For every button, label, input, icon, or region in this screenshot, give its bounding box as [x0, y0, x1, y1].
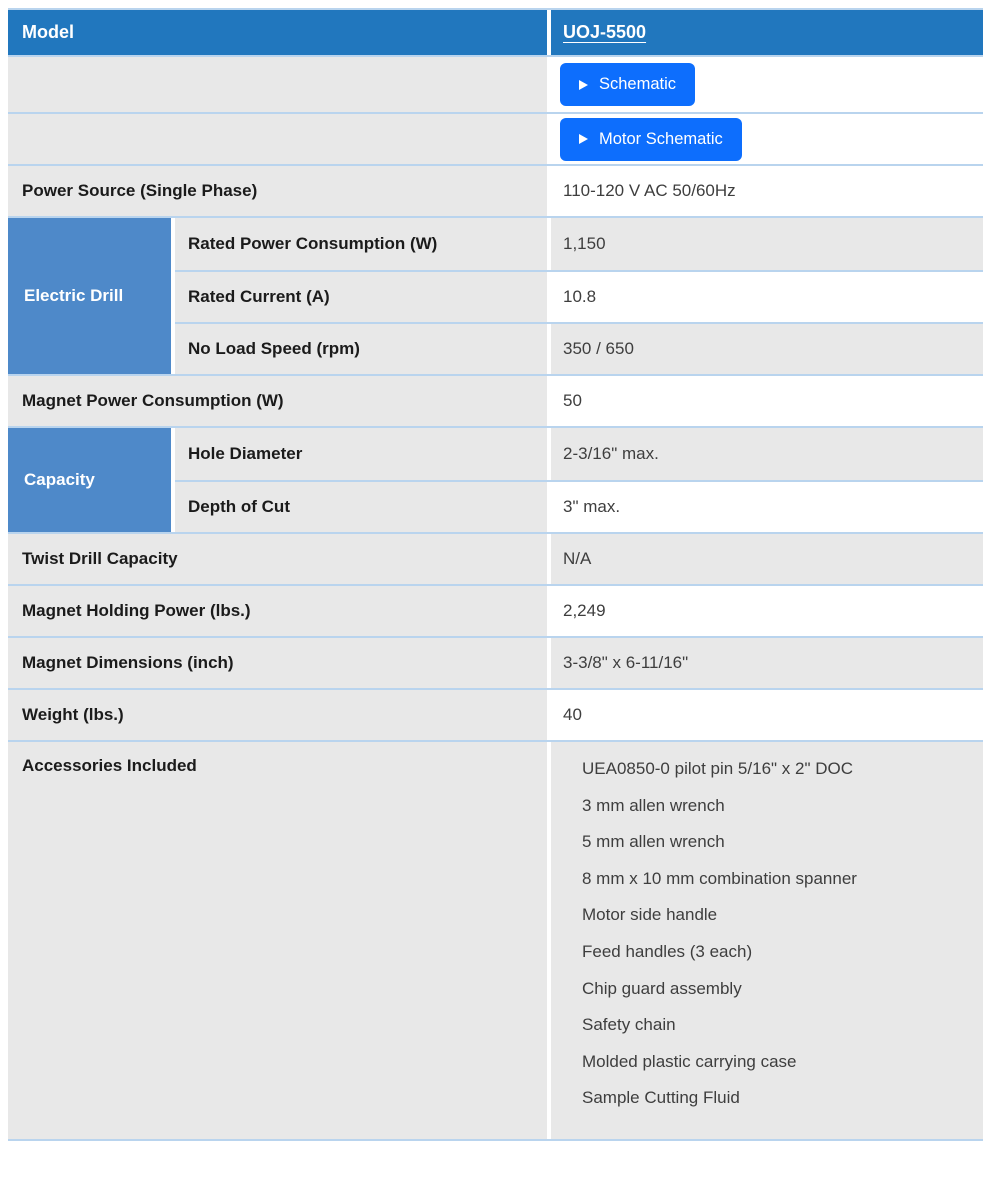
accessory-item: Safety chain: [582, 1015, 676, 1035]
row-label: Depth of Cut: [175, 482, 547, 532]
row-value: 2-3/16" max.: [551, 428, 983, 480]
accessory-item: Sample Cutting Fluid: [582, 1088, 740, 1108]
row-value: 40: [551, 690, 983, 740]
accessories-list: [551, 742, 983, 1139]
empty-label-cell: [8, 57, 547, 112]
row-power-source: [8, 166, 983, 218]
group-capacity-label: Capacity: [8, 428, 171, 532]
row-label: Rated Power Consumption (W): [175, 218, 547, 270]
row-value: 3" max.: [551, 482, 983, 532]
schematic-button-label: Schematic: [599, 75, 677, 93]
row-label: Hole Diameter: [175, 428, 547, 480]
accessory-item: 8 mm x 10 mm combination spanner: [582, 868, 857, 888]
row-label: Rated Current (A): [175, 272, 547, 322]
motor-schematic-cell: [551, 114, 983, 164]
accessory-item: 3 mm allen wrench: [582, 795, 725, 815]
accessories-label: Accessories Included: [8, 742, 547, 1139]
row-label: Power Source (Single Phase): [8, 166, 547, 216]
schematic-cell: [551, 57, 983, 112]
row-value: 110-120 V AC 50/60Hz: [551, 166, 983, 216]
schematic-button[interactable]: [560, 63, 695, 106]
row-value: 3-3/8" x 6-11/16": [551, 638, 983, 688]
accessory-item: Chip guard assembly: [582, 978, 742, 998]
model-link[interactable]: UOJ-5500: [563, 22, 647, 42]
row-label: Weight (lbs.): [8, 690, 547, 740]
row-label: No Load Speed (rpm): [175, 324, 547, 374]
row-value: 10.8: [551, 272, 983, 322]
row-value: N/A: [551, 534, 983, 584]
group-electric-drill: [8, 218, 983, 376]
empty-label-cell: [8, 114, 547, 164]
row-label: Magnet Power Consumption (W): [8, 376, 547, 426]
row-value: 350 / 650: [551, 324, 983, 374]
group-capacity: [8, 428, 983, 534]
accessory-item: Feed handles (3 each): [582, 941, 753, 961]
accessory-item: Molded plastic carrying case: [582, 1051, 797, 1071]
motor-schematic-button-label: Motor Schematic: [599, 129, 723, 148]
row-value: 1,150: [551, 218, 983, 270]
header-row: [8, 10, 983, 57]
group-electric-drill-label: Electric Drill: [8, 218, 171, 374]
row-magnet-dimensions: [8, 638, 983, 690]
row-label: Twist Drill Capacity: [8, 534, 547, 584]
schematic-row: [8, 57, 983, 114]
spec-table: [8, 8, 983, 1141]
row-label: Magnet Holding Power (lbs.): [8, 586, 547, 636]
motor-schematic-row: [8, 114, 983, 166]
group-capacity-rows: [175, 428, 983, 532]
row-hole-diameter: [175, 428, 983, 480]
accessory-item: 5 mm allen wrench: [582, 832, 725, 852]
row-depth-of-cut: [175, 480, 983, 532]
row-no-load-speed: [175, 322, 983, 374]
row-label: Magnet Dimensions (inch): [8, 638, 547, 688]
play-icon: [579, 134, 588, 144]
play-icon: [579, 80, 588, 90]
row-magnet-holding-power: [8, 586, 983, 638]
row-value: 50: [551, 376, 983, 426]
model-header-label: Model: [22, 22, 74, 42]
row-magnet-power: [8, 376, 983, 428]
row-rated-power: [175, 218, 983, 270]
accessory-item: Motor side handle: [582, 905, 718, 925]
row-twist-drill: [8, 534, 983, 586]
row-weight: [8, 690, 983, 742]
row-accessories: [8, 742, 983, 1141]
model-header-cell: [8, 10, 547, 55]
model-value-cell: [551, 10, 983, 55]
accessory-item: UEA0850-0 pilot pin 5/16" x 2" DOC: [582, 759, 853, 778]
motor-schematic-button[interactable]: [560, 118, 742, 161]
row-value: 2,249: [551, 586, 983, 636]
row-rated-current: [175, 270, 983, 322]
group-electric-drill-rows: [175, 218, 983, 374]
